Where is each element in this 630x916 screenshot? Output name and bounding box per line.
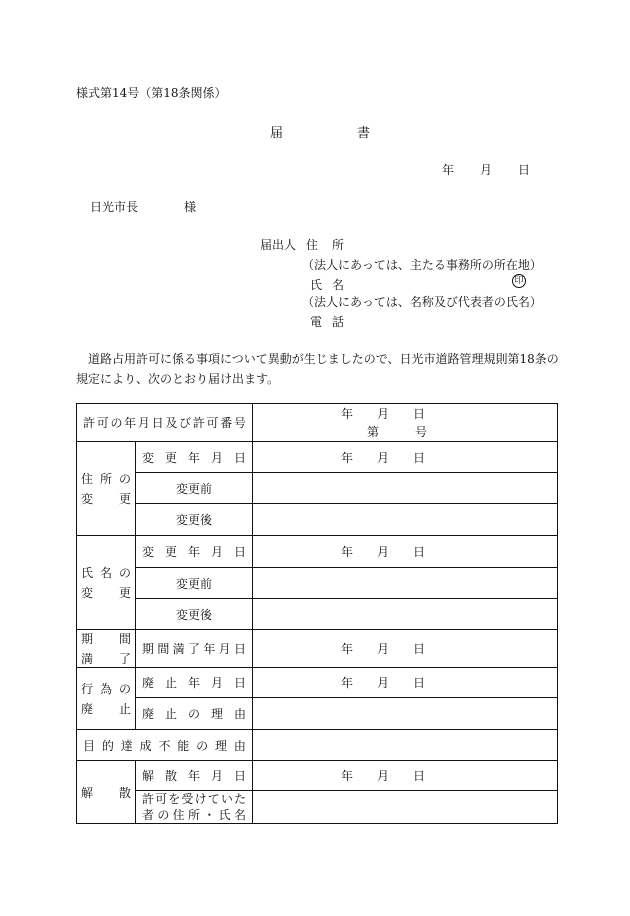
dissolution-label: 解 散: [77, 761, 136, 824]
notification-table: [76, 403, 558, 824]
seal-mark: 印: [512, 274, 526, 288]
abolition-label: 行 為 の 廃 止: [77, 668, 136, 730]
name-change-label: 氏 名 の 変 更: [77, 536, 136, 630]
period-expiry-row: [77, 630, 558, 668]
applicant-address-label: 住 所: [306, 238, 344, 252]
applicant-name-label: 氏 名: [310, 278, 344, 292]
abolition-row: [77, 668, 558, 698]
name-before-row: [77, 568, 558, 599]
abolition-date-label: 廃 止 年 月 日: [136, 668, 253, 698]
address-note: （法人にあっては、主たる事務所の所在地）: [302, 258, 542, 272]
abolition-reason-label: 廃 止 の 理 由: [136, 698, 253, 730]
address-after-field[interactable]: [253, 504, 558, 536]
applicant-label: 届出人: [260, 238, 297, 252]
holder-row: [77, 791, 558, 824]
unachievable-field[interactable]: [253, 730, 558, 761]
address-before-label: 変更前: [136, 473, 253, 504]
name-after-field[interactable]: [253, 599, 558, 630]
address-before-row: [77, 473, 558, 504]
name-after-label: 変更後: [136, 599, 253, 630]
address-after-label: 変更後: [136, 504, 253, 536]
address-change-date-field[interactable]: 年 月 日: [253, 442, 558, 473]
intro-paragraph: 道路占用許可に係る事項について異動が生じましたので、日光市道路管理規則第18条の規定により、次のとおり届け出ます。: [76, 352, 559, 386]
document-title: 届 書: [270, 126, 370, 141]
unachievable-row: [77, 730, 558, 761]
name-change-date-field[interactable]: 年 月 日: [253, 536, 558, 568]
holder-label: 許 可 を 受 け て い た 者 の 住 所 ・ 氏 名: [136, 791, 253, 824]
name-change-row: [77, 536, 558, 568]
submission-date: 年 月 日: [442, 163, 530, 177]
abolition-reason-field[interactable]: [253, 698, 558, 730]
dissolution-row: [77, 761, 558, 791]
permit-row: [77, 404, 558, 442]
name-change-date-label: 変 更 年 月 日: [136, 536, 253, 568]
abolition-date-field[interactable]: 年 月 日: [253, 668, 558, 698]
address-change-row: [77, 442, 558, 473]
name-before-label: 変更前: [136, 568, 253, 599]
address-change-label: 住 所 の 変 更: [77, 442, 136, 536]
form-number: 様式第14号（第18条関係）: [76, 86, 227, 100]
dissolution-date-field[interactable]: 年 月 日: [253, 761, 558, 791]
unachievable-label: 目 的 達 成 不 能 の 理 由: [77, 730, 253, 761]
period-expiry-date-label: 期 間 満 了 年 月 日: [136, 630, 253, 668]
dissolution-date-label: 解 散 年 月 日: [136, 761, 253, 791]
name-note: （法人にあっては、名称及び代表者の氏名）: [302, 295, 542, 309]
period-expiry-label: 期 間 満 了: [77, 630, 136, 668]
permit-label: 許 可 の 年 月 日 及 び 許 可 番 号: [77, 404, 253, 442]
addressee: 日光市長 様: [90, 200, 196, 214]
address-after-row: [77, 504, 558, 536]
period-expiry-date-field[interactable]: 年 月 日: [253, 630, 558, 668]
name-after-row: [77, 599, 558, 630]
name-before-field[interactable]: [253, 568, 558, 599]
permit-value-field[interactable]: 年 月 日 第 号: [253, 404, 558, 442]
address-change-date-label: 変 更 年 月 日: [136, 442, 253, 473]
applicant-phone-label: 電 話: [310, 315, 344, 329]
holder-field[interactable]: [253, 791, 558, 824]
abolition-reason-row: [77, 698, 558, 730]
address-before-field[interactable]: [253, 473, 558, 504]
